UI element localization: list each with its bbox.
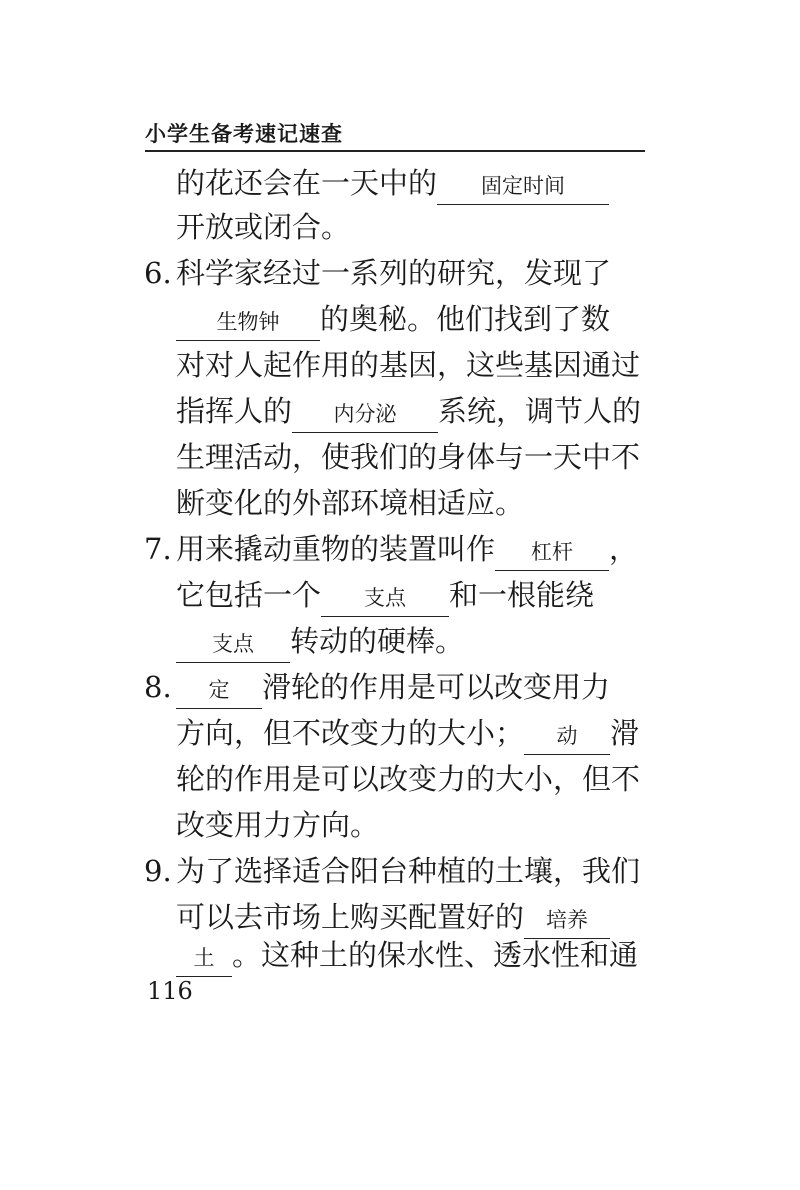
text-line: 改变用力方向。 xyxy=(176,808,380,842)
text-segment: 可以去市场上购买配置好的 xyxy=(176,900,525,934)
text-line: 生理活动，使我们的身体与一天中不 xyxy=(176,440,641,474)
answer-blank: 土 xyxy=(176,940,232,977)
answer-blank: 杠杆 xyxy=(495,534,609,571)
text-line xyxy=(176,388,641,434)
item-number: 8. xyxy=(144,670,172,704)
text-line: 断变化的外部环境相适应。 xyxy=(176,486,525,520)
text-line xyxy=(176,572,594,618)
item-number: 9. xyxy=(144,854,172,888)
text-segment: 指挥人的 xyxy=(176,394,293,428)
text-line: 轮的作用是可以改变力的大小，但不 xyxy=(176,762,641,796)
text-segment: 的花还会在一天中的 xyxy=(176,166,438,200)
text-segment: 滑轮的作用是可以改变用力 xyxy=(262,670,611,704)
answer-blank: 支点 xyxy=(176,626,290,663)
running-header: 小学生备考速记速查 xyxy=(145,122,343,146)
text-line xyxy=(144,664,610,710)
answer-blank: 固定时间 xyxy=(437,168,609,205)
item-number: 7. xyxy=(144,532,172,566)
text-segment: 转动的硬棒。 xyxy=(290,624,465,658)
answer-blank: 定 xyxy=(176,672,262,709)
text-segment: 的奥秘。他们找到了数 xyxy=(320,302,611,336)
answer-blank: 支点 xyxy=(321,580,449,617)
item-number: 6. xyxy=(144,256,172,290)
text-segment: 方向，但不改变力的大小； xyxy=(176,716,525,750)
text-line xyxy=(144,526,638,572)
text-line: 开放或闭合。 xyxy=(176,210,351,244)
text-line xyxy=(144,848,640,894)
page-number: 116 xyxy=(147,977,193,1005)
text-line xyxy=(176,710,639,756)
text-segment: 用来撬动重物的装置叫作 xyxy=(176,532,496,566)
text-segment: 系统，调节人的 xyxy=(438,394,642,428)
answer-blank: 动 xyxy=(524,718,610,755)
answer-blank: 生物钟 xyxy=(176,304,320,341)
answer-blank: 内分泌 xyxy=(292,396,438,433)
answer-blank: 培养 xyxy=(524,902,610,939)
text-line: 对对人起作用的基因，这些基因通过 xyxy=(176,348,641,382)
text-segment: ， xyxy=(609,532,639,566)
text-line xyxy=(144,250,611,296)
text-segment: 和一根能绕 xyxy=(449,578,595,612)
header-rule xyxy=(145,150,645,152)
text-segment: 它包括一个 xyxy=(176,578,322,612)
text-segment: 。这种土的保水性、透水性和通 xyxy=(232,938,639,972)
text-line xyxy=(176,296,610,342)
text-line xyxy=(176,160,609,206)
text-line xyxy=(176,618,464,664)
text-segment: 滑 xyxy=(610,716,640,750)
text-segment: 为了选择适合阳台种植的土壤，我们 xyxy=(176,854,641,888)
text-line xyxy=(176,932,638,978)
text-segment: 科学家经过一系列的研究，发现了 xyxy=(176,256,612,290)
